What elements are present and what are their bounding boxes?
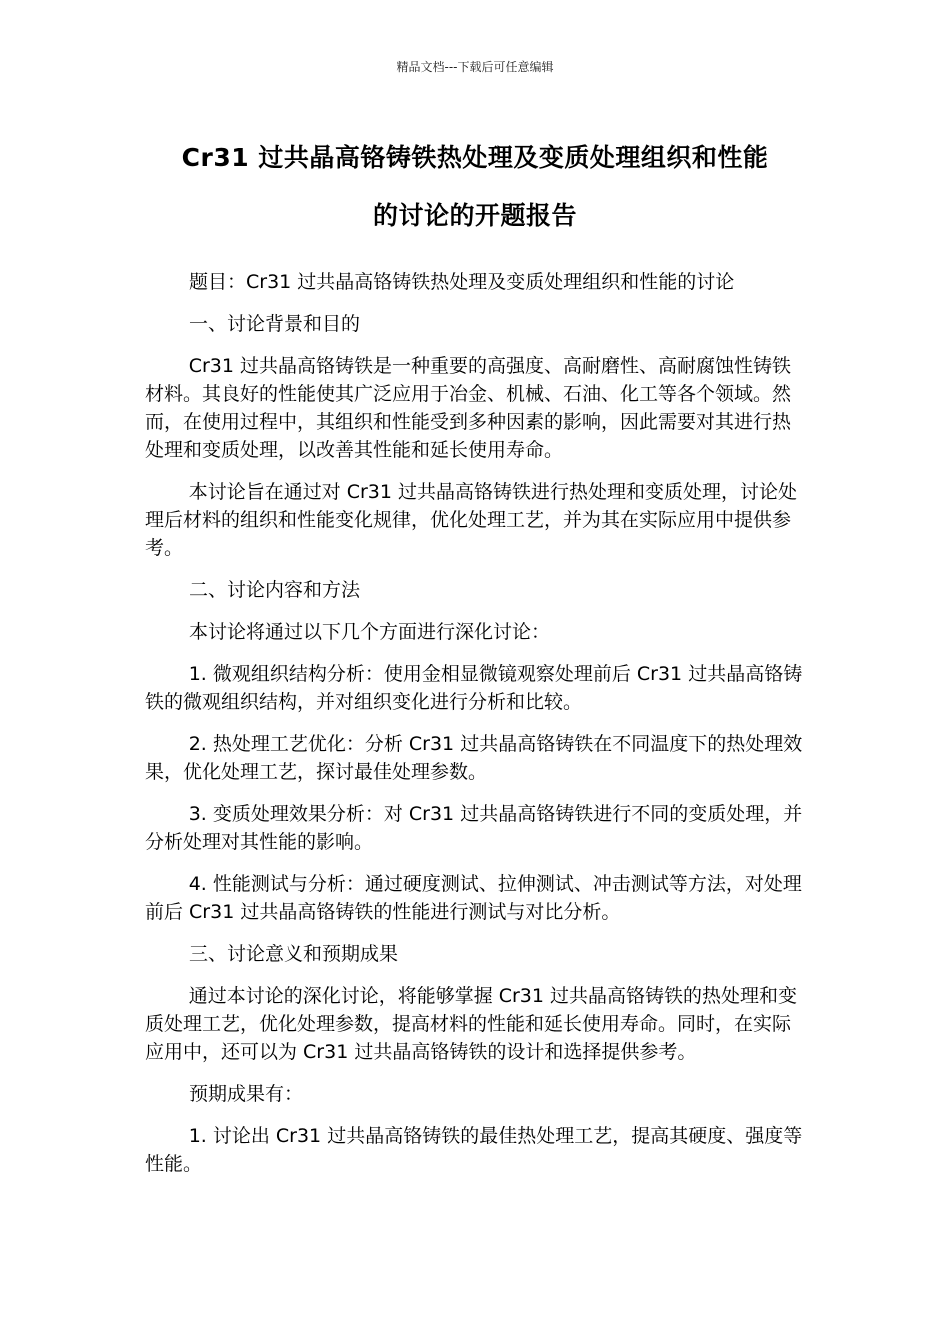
- page-header: 精品文档---下载后可任意编辑: [396, 60, 554, 74]
- paragraph-significance: 通过本讨论的深化讨论，将能够掌握 Cr31 过共晶高铬铸铁的热处理和变质处理工艺，优化处理参数，提高材料的性能和延长使用寿命。同时，在实际应用中，还可以为 Cr31 过共晶高铬铸铁的设计和选择提供参考。: [145, 985, 798, 1063]
- paragraph-background: Cr31 过共晶高铬铸铁是一种重要的高强度、高耐磨性、高耐腐蚀性铸铁材料。其良好的性能使其广泛应用于冶金、机械、石油、化工等各个领域。然而，在使用过程中，其组织和性能受到多种因素的影响，因此需要对其进行热处理和变质处理，以改善其性能和延长使用寿命。: [145, 355, 792, 461]
- topic-line: 题目：Cr31 过共晶高铬铸铁热处理及变质处理组织和性能的讨论: [189, 271, 735, 293]
- paragraph-purpose: 本讨论旨在通过对 Cr31 过共晶高铬铸铁进行热处理和变质处理，讨论处理后材料的组织和性能变化规律，优化处理工艺，并为其在实际应用中提供参考。: [145, 481, 798, 559]
- section-heading-background: 一、讨论背景和目的: [189, 313, 361, 335]
- list-item-performance-test: 4. 性能测试与分析：通过硬度测试、拉伸测试、冲击测试等方法，对处理前后 Cr31 过共晶高铬铸铁的性能进行测试与对比分析。: [145, 873, 802, 923]
- document-title-line-1: Cr31 过共晶高铬铸铁热处理及变质处理组织和性能: [181, 143, 769, 172]
- list-item-heat-treatment: 2. 热处理工艺优化：分析 Cr31 过共晶高铬铸铁在不同温度下的热处理效果，优化处理工艺，探讨最佳处理参数。: [145, 733, 803, 783]
- list-item-microstructure: 1. 微观组织结构分析：使用金相显微镜观察处理前后 Cr31 过共晶高铬铸铁的微观组织结构，并对组织变化进行分析和比较。: [145, 663, 803, 713]
- paragraph-expected-results-intro: 预期成果有：: [189, 1083, 304, 1105]
- list-item-modification: 3. 变质处理效果分析：对 Cr31 过共晶高铬铸铁进行不同的变质处理，并分析处理对其性能的影响。: [145, 803, 803, 853]
- document-body: [145, 268, 807, 1192]
- section-heading-content: 二、讨论内容和方法: [189, 579, 361, 601]
- document-title-line-2: 的讨论的开题报告: [372, 201, 577, 230]
- paragraph-content-intro: 本讨论将通过以下几个方面进行深化讨论：: [189, 621, 551, 643]
- section-heading-significance: 三、讨论意义和预期成果: [189, 943, 399, 965]
- list-item-expected-result-1: 1. 讨论出 Cr31 过共晶高铬铸铁的最佳热处理工艺，提高其硬度、强度等性能。: [145, 1125, 803, 1175]
